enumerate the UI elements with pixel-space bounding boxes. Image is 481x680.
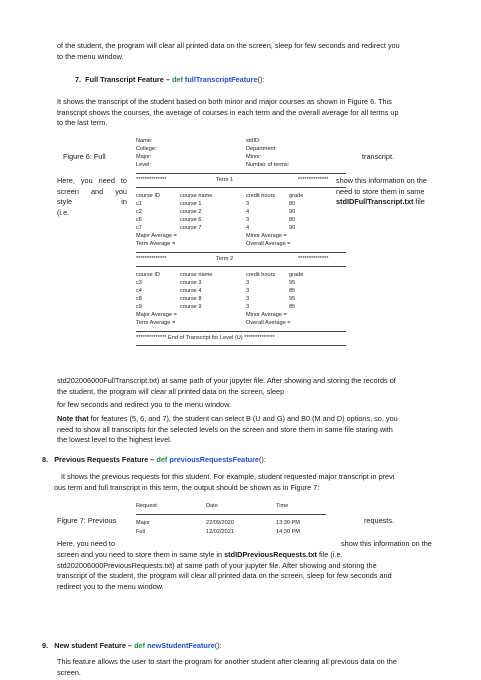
course-name: course 3	[180, 280, 202, 286]
note-label: Note that	[57, 414, 89, 423]
column-header: Date	[206, 503, 218, 509]
divider	[136, 187, 346, 188]
intro-line: of the student, the program will clear all printed data on the screen, sleep for few seconds and redirect you	[57, 41, 400, 50]
course-name: course 7	[180, 225, 202, 231]
minor-average: Minor Average =	[246, 233, 287, 239]
divider	[136, 514, 326, 515]
column-header: course ID	[136, 193, 160, 199]
section-title: Previous Requests Feature –	[54, 455, 157, 464]
header-college: College:	[136, 146, 157, 152]
header-minor: Minor:	[246, 154, 262, 160]
paragraph-line: This feature allows the user to start the program for another student after clearing all previous data on the	[57, 657, 397, 666]
function-name: previousRequestsFeature	[169, 455, 259, 464]
course-name: course 2	[180, 209, 202, 215]
section-7-paragraph	[57, 97, 427, 129]
side-line: need to store them in same	[336, 186, 425, 196]
request-type: Major	[136, 520, 150, 526]
request-date: 22/09/2020	[206, 520, 234, 526]
course-id: c6	[136, 217, 142, 223]
intro-paragraph	[57, 41, 437, 62]
function-parens: ():	[257, 75, 265, 84]
function-parens: ():	[259, 455, 266, 464]
section-title: New student Feature –	[54, 641, 135, 650]
stars: **************	[298, 177, 329, 183]
course-id: c3	[136, 280, 142, 286]
section-number: 9.	[42, 641, 49, 650]
column-header: Time	[276, 503, 289, 509]
course-name: course 1	[180, 201, 202, 207]
divider	[136, 331, 346, 332]
side-line: style in	[57, 197, 127, 207]
divider	[136, 345, 346, 346]
section-number: 8.	[42, 455, 49, 464]
figure-6-right-text	[336, 176, 440, 208]
paragraph-line: screen and you need to store them in same style in	[57, 550, 223, 559]
paragraph-line: the student, the program will clear all printed data on the screen, sleep	[57, 386, 285, 396]
paragraph-line: need to show all transcripts for the selected levels on the screen and store them in same file staring with	[57, 424, 393, 434]
figure-7-left-text: Here, you need to	[57, 539, 116, 548]
side-line: screen and you	[57, 186, 127, 196]
column-header: grade	[289, 272, 304, 278]
section-7-after-figure	[57, 376, 437, 411]
credit-hours: 3	[246, 201, 250, 207]
course-id: c2	[136, 209, 142, 215]
filename-bold: stdIDFullTranscript.txt	[336, 197, 414, 207]
header-terms: Number of terms:	[246, 162, 290, 168]
figure-7-right-text: show this information on the	[341, 539, 432, 548]
column-header: course name	[180, 193, 213, 199]
column-header: course ID	[136, 272, 160, 278]
paragraph-line: file (i.e.	[316, 550, 343, 559]
side-line: (i.e.	[57, 207, 70, 217]
divider	[136, 173, 346, 174]
major-average: Major Average =	[136, 312, 177, 318]
term-2-label: Term 2	[216, 256, 234, 262]
header-major: Major:	[136, 154, 152, 160]
grade: 90	[289, 225, 296, 231]
request-time: 13:30 PM	[276, 520, 300, 526]
grade: 85	[289, 304, 296, 310]
paragraph-line: for features (5, 6, and 7), the student can select B (U and G) and B0 (M and D) options, so, you	[88, 414, 398, 423]
minor-average: Minor Average =	[246, 312, 287, 318]
grade: 90	[289, 209, 296, 215]
request-type: Full	[136, 529, 146, 535]
paragraph-line: for few seconds and redirect you to the menu window.	[57, 400, 232, 410]
column-header: credit hours	[246, 193, 276, 199]
figure-7-caption-right: requests.	[364, 516, 395, 525]
def-keyword: def	[171, 75, 183, 84]
paragraph-line: the lowest level to the highest level.	[57, 435, 172, 445]
paragraph-line: std202006000FullTranscript.txt) at same path of your jupyter file. After showing and storing the records of	[57, 376, 396, 385]
filename-bold: stdIDPreviousRequests.txt	[224, 550, 317, 559]
paragraph-line: It shows the transcript of the student based on both minor and major courses as shown in Figure 6. This	[57, 97, 392, 106]
paragraph-line: screen.	[57, 667, 81, 677]
side-line: Here, you need to	[57, 176, 127, 185]
figure-6-transcript	[134, 138, 348, 378]
course-id: c9	[136, 304, 142, 310]
side-line: show this information on the	[336, 176, 427, 185]
term-1-label: Term 1	[216, 177, 234, 183]
course-id: c4	[136, 288, 142, 294]
header-department: Department:	[246, 146, 277, 152]
section-title: Full Transcript Feature –	[85, 75, 172, 84]
intro-line: to the menu window.	[57, 51, 124, 61]
credit-hours: 3	[246, 288, 250, 294]
paragraph-line: transcript of the student, the program will clear all printed data on the screen, sleep for few seconds and	[57, 571, 392, 581]
section-9-paragraph	[57, 657, 441, 678]
section-9-heading	[42, 641, 222, 652]
paragraph-line: to the last term.	[57, 118, 108, 128]
def-keyword: def	[156, 455, 168, 464]
credit-hours: 3	[246, 304, 250, 310]
credit-hours: 3	[246, 296, 250, 302]
overall-average: Overall Average =	[246, 320, 291, 326]
end-of-transcript-line: ************** End of Transcript for Level (U) **************	[136, 335, 275, 341]
figure-7-previous-requests	[134, 503, 334, 545]
credit-hours: 3	[246, 217, 250, 223]
column-header: course name	[180, 272, 213, 278]
course-id: c8	[136, 296, 142, 302]
major-average: Major Average =	[136, 233, 177, 239]
term-average: Term Average =	[136, 241, 176, 247]
figure-6-caption-right: transcript.	[362, 152, 395, 161]
course-id: c7	[136, 225, 142, 231]
section-8-paragraph	[54, 472, 438, 493]
course-id: c1	[136, 201, 142, 207]
paragraph-line: It shows the previous requests for this student. For example, student requested major transcript in previ	[61, 472, 395, 481]
note-paragraph	[57, 414, 437, 446]
grade: 95	[289, 296, 296, 302]
stars: **************	[136, 177, 167, 183]
credit-hours: 4	[246, 225, 250, 231]
function-name: newStudentFeature	[147, 641, 215, 650]
section-7-heading	[75, 75, 264, 86]
figure-6-left-text	[57, 176, 127, 218]
grade: 95	[289, 280, 296, 286]
stars: **************	[136, 256, 167, 262]
side-line: file	[413, 197, 425, 207]
request-time: 14:30 PM	[276, 529, 300, 535]
figure-6-caption-left: Figure 6: Full	[63, 152, 106, 161]
section-number: 7.	[75, 75, 82, 84]
term-average: Term Average =	[136, 320, 176, 326]
paragraph-line: transcript shows the courses, the average of courses in each term and the overall average for all terms up	[57, 107, 399, 117]
overall-average: Overall Average =	[246, 241, 291, 247]
divider	[136, 266, 346, 267]
column-header: Request	[136, 503, 157, 509]
divider	[136, 252, 346, 253]
column-header: grade	[289, 193, 304, 199]
header-level: Level:	[136, 162, 151, 168]
credit-hours: 4	[246, 209, 250, 215]
paragraph-line: redirect you to the menu window.	[57, 581, 164, 591]
section-8-heading	[42, 455, 266, 466]
course-name: course 8	[180, 296, 202, 302]
grade: 80	[289, 217, 296, 223]
header-name: Name:	[136, 138, 153, 144]
section-8-after-figure	[57, 550, 437, 592]
credit-hours: 3	[246, 280, 250, 286]
figure-7-caption-left: Figure 7: Previous	[57, 516, 117, 525]
grade: 80	[289, 201, 296, 207]
course-name: course 6	[180, 217, 202, 223]
function-name: fullTranscriptFeature	[184, 75, 258, 84]
grade: 85	[289, 288, 296, 294]
request-date: 12/02/2021	[206, 529, 234, 535]
function-parens: ():	[214, 641, 222, 650]
paragraph-line: ous term and full transcript in this term, the output should be shown as in Figure 7:	[54, 482, 320, 492]
course-name: course 9	[180, 304, 202, 310]
stars: **************	[298, 256, 329, 262]
course-name: course 4	[180, 288, 202, 294]
def-keyword: def	[134, 641, 146, 650]
column-header: credit hours	[246, 272, 276, 278]
paragraph-line: std202006000PreviousRequests.txt) at same path of your jupyter file. After showing and storing the	[57, 560, 377, 570]
header-stdid: stdID:	[246, 138, 261, 144]
